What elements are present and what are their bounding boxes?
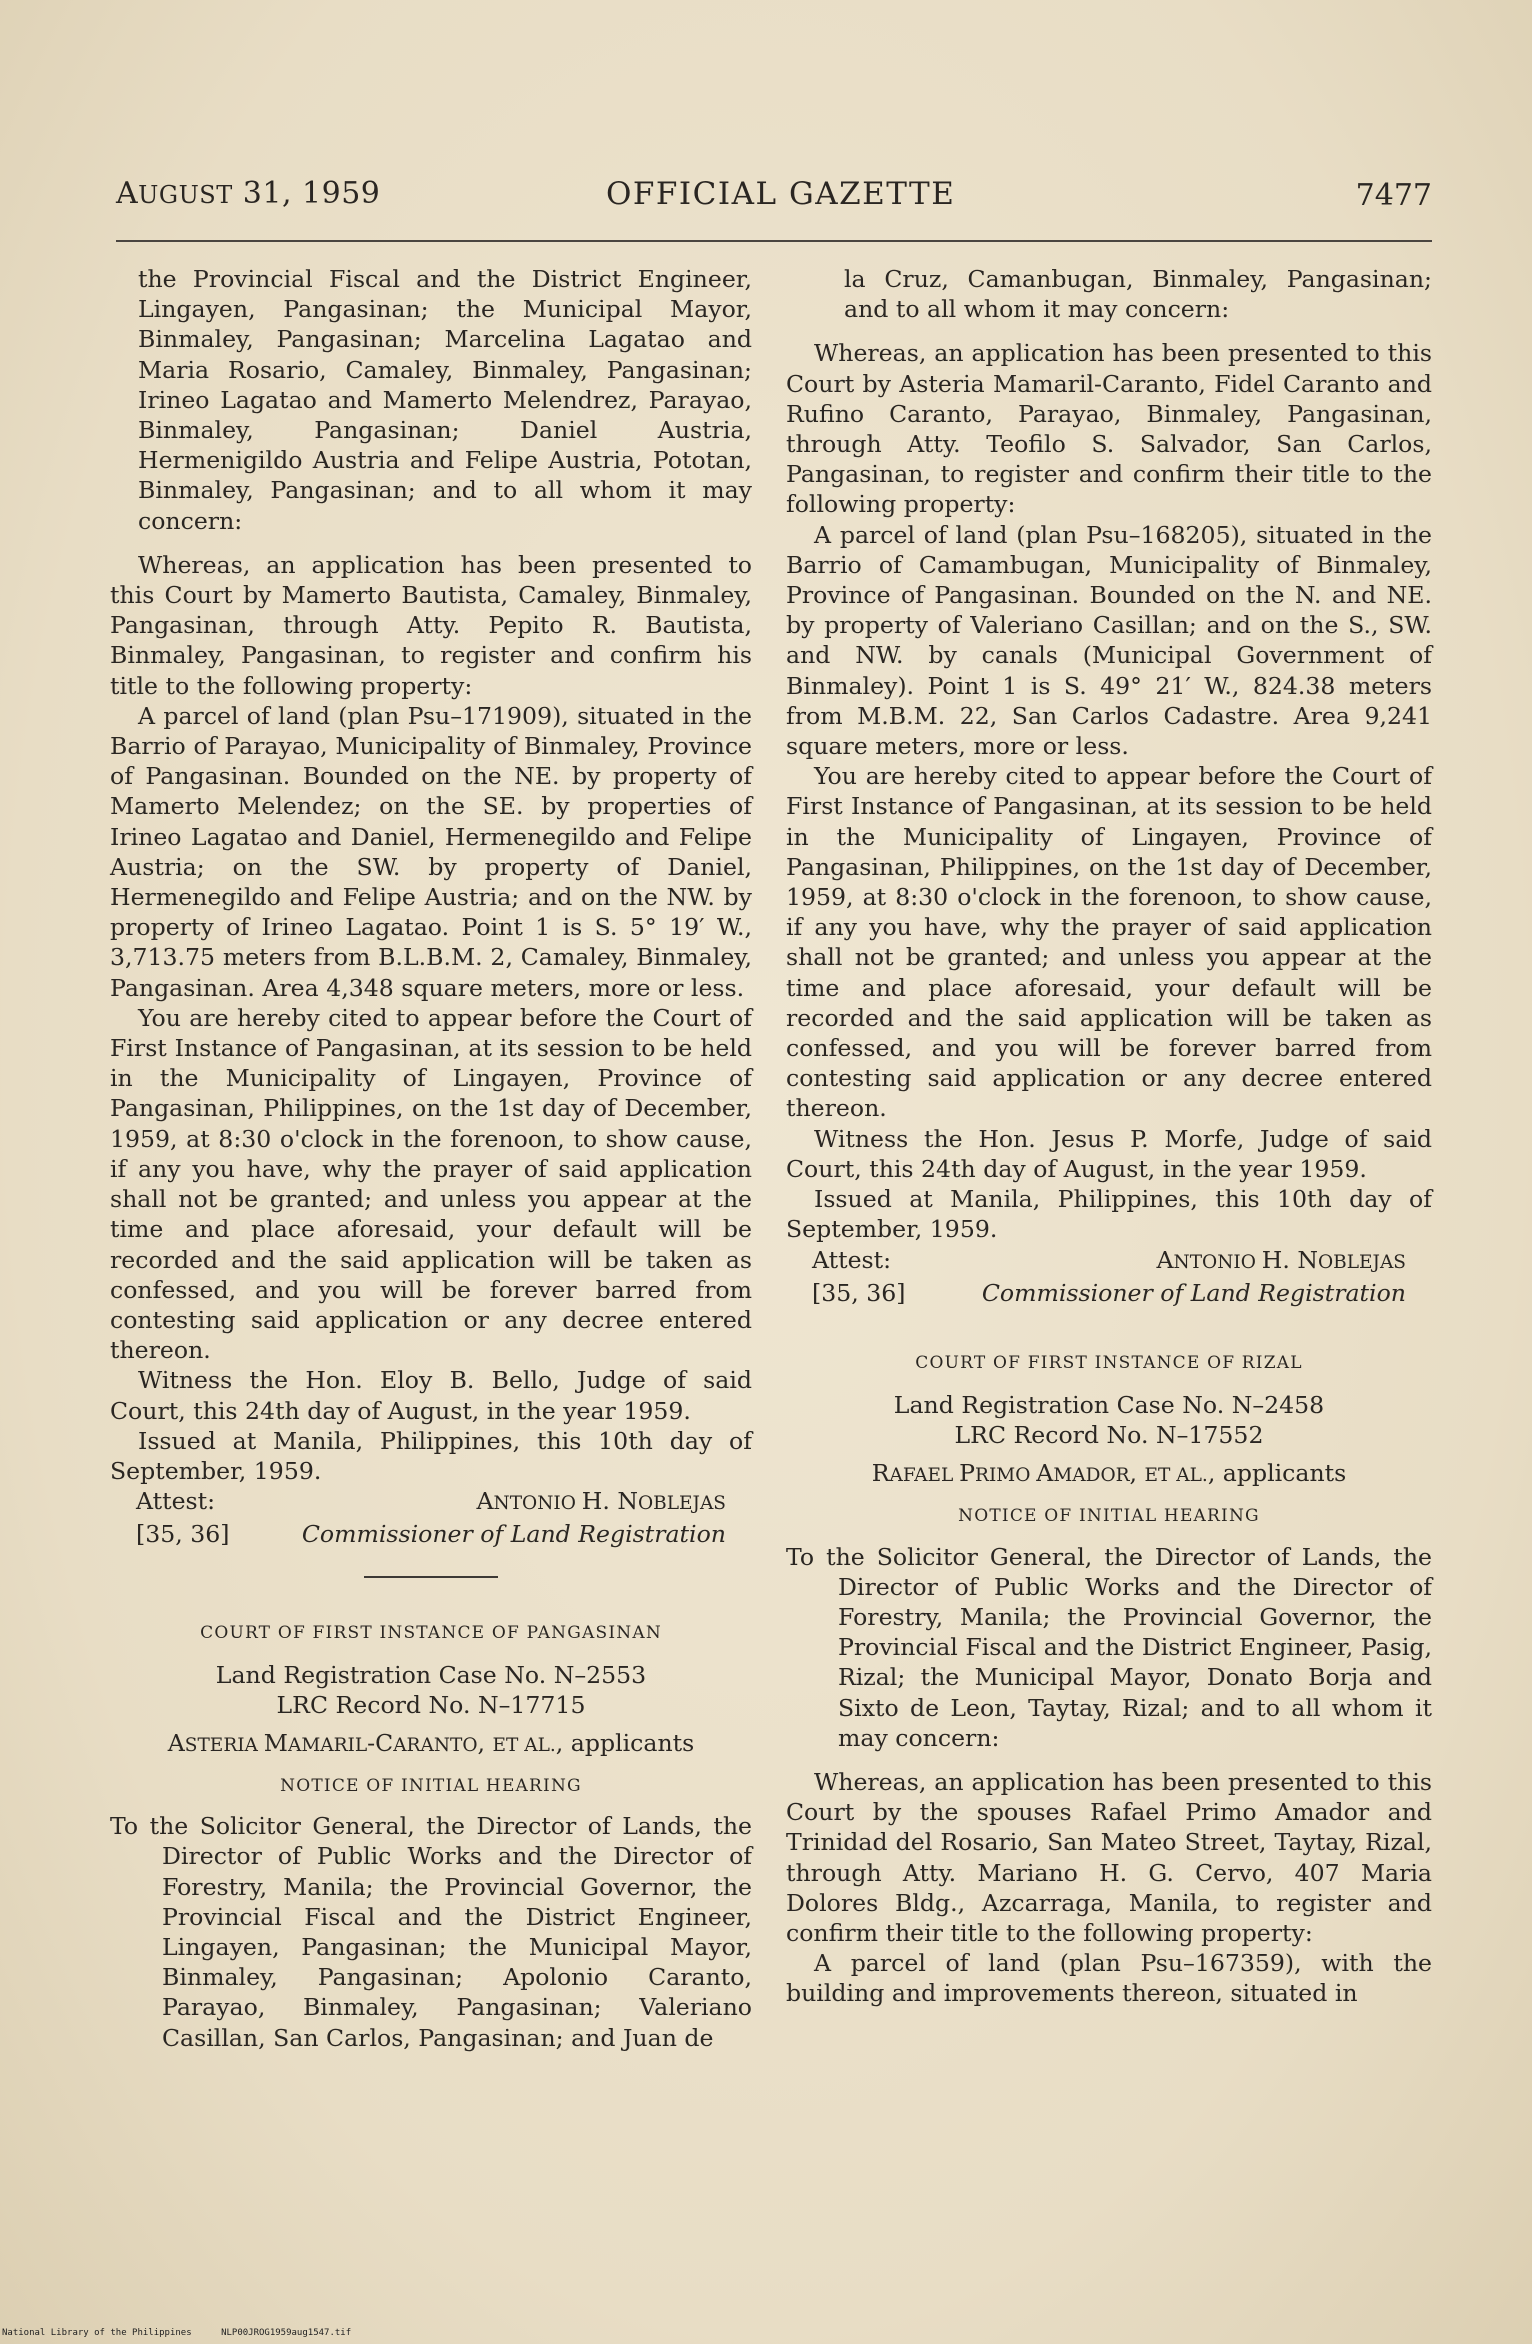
whereas-paragraph: Whereas, an application has been presented to this Court by Mamerto Bautista, Camaley, Binmaley, Pangasinan, through Atty. Pepito R. Bautista, Binmaley, Pangasinan, to register and confirm his title to the following property: xyxy=(110,550,752,700)
case-number: Land Registration Case No. N–2553 xyxy=(215,1660,647,1689)
page-number: 7477 xyxy=(1355,178,1432,213)
applicants-line: RAFAEL PRIMO AMADOR, ET AL., applicants xyxy=(871,1459,1347,1488)
header-rule xyxy=(116,240,1432,242)
court-heading: COURT OF FIRST INSTANCE OF RIZAL xyxy=(915,1352,1303,1373)
addressees-paragraph: To the Solicitor General, the Director of Lands, the Director of Public Works and the Director of Forestry, Manila; the Provincial Governor, the Provincial Fiscal and the District Engineer, Lingayen, Pangasinan; the Municipal Mayor, Binmaley, Pangasinan; Apolonio Caranto, Parayao, Binmaley, Pangasinan; Valeriano Casillan, San Carlos, Pangasinan; and Juan de xyxy=(110,1812,752,2052)
reference-number: [35, 36] xyxy=(812,1278,906,1307)
court-heading: COURT OF FIRST INSTANCE OF PANGASINAN xyxy=(200,1622,662,1643)
publication-title: OFFICIAL GAZETTE xyxy=(606,176,956,212)
section-divider xyxy=(364,1576,498,1578)
witness-paragraph: Witness the Hon. Eloy B. Bello, Judge of said Court, this 24th day of August, in the year 1959. xyxy=(110,1366,752,1425)
case-number: Land Registration Case No. N–2458 xyxy=(893,1391,1325,1420)
address-continuation: la Cruz, Camanbugan, Binmaley, Pangasinan; and to all whom it may concern: xyxy=(844,265,1432,324)
attest-name: ANTONIO H. NOBLEJAS xyxy=(476,1487,726,1516)
commissioner-title: Commissioner of Land Registration xyxy=(301,1520,726,1549)
whereas-paragraph: Whereas, an application has been presented to this Court by Asteria Mamaril-Caranto, Fidel Caranto and Rufino Caranto, Parayao, Binmaley, Pangasinan, through Atty. Teofilo S. Salvador, San Carlos, Pangasinan, to register and confirm their title to the following property: xyxy=(786,339,1432,519)
notice-heading: NOTICE OF INITIAL HEARING xyxy=(280,1775,582,1796)
commissioner-line xyxy=(786,1278,1432,1308)
addressees-paragraph: To the Solicitor General, the Director of Lands, the Director of Public Works and the Director of Forestry, Manila; the Provincial Governor, the Provincial Fiscal and the District Engineer, Pasig, Rizal; the Municipal Mayor, Donato Borja and Sixto de Leon, Taytay, Rizal; and to all whom it may concern: xyxy=(786,1542,1432,1752)
attest-line xyxy=(110,1486,752,1519)
applicants-line: ASTERIA MAMARIL-CARANTO, ET AL., applicants xyxy=(167,1728,695,1757)
library-credit: National Library of the Philippines xyxy=(2,2328,192,2338)
commissioner-title: Commissioner of Land Registration xyxy=(981,1278,1406,1307)
running-header xyxy=(116,176,1432,224)
parcel-paragraph: A parcel of land (plan Psu–167359), with the building and improvements thereon, situated in xyxy=(786,1949,1432,2008)
citation-paragraph: You are hereby cited to appear before the Court of First Instance of Pangasinan, at its session to be held in the Municipality of Lingayen, Province of Pangasinan, Philippines, on the 1st day of December, 1959, at 8:30 o'clock in the forenoon, to show cause, if any you have, why the prayer of said application shall not be granted; and unless you appear at the time and place aforesaid, your default will be recorded and the said application will be taken as confessed, and you will be forever barred from contesting said application or any decree entered thereon. xyxy=(110,1003,752,1365)
record-number: LRC Record No. N–17715 xyxy=(276,1690,586,1719)
address-continuation: the Provincial Fiscal and the District Engineer, Lingayen, Pangasinan; the Municipal Mayor, Binmaley, Pangasinan; Marcelina Lagatao and Maria Rosario, Camaley, Binmaley, Pangasinan; Irineo Lagatao and Mamerto Melendrez, Parayao, Binmaley, Pangasinan; Daniel Austria, Hermenigildo Austria and Felipe Austria, Pototan, Binmaley, Pangasinan; and to all whom it may concern: xyxy=(138,265,752,535)
commissioner-line xyxy=(110,1519,752,1549)
attest-label: Attest: xyxy=(136,1487,216,1516)
right-column xyxy=(786,264,1432,2009)
parcel-paragraph: A parcel of land (plan Psu–168205), situated in the Barrio of Camambugan, Municipality of Binmaley, Province of Pangasinan. Bounded on the N. and NE. by property of Valeriano Casillan; and on the S., SW. and NW. by canals (Municipal Government of Binmaley). Point 1 is S. 49° 21′ W., 824.38 meters from M.B.M. 22, San Carlos Cadastre. Area 9,241 square meters, more or less. xyxy=(786,520,1432,761)
scan-footer xyxy=(2,2328,351,2338)
parcel-paragraph: A parcel of land (plan Psu–171909), situated in the Barrio of Parayao, Municipality of Binmaley, Province of Pangasinan. Bounded on the NE. by property of Mamerto Melendez; on the SE. by properties of Irineo Lagatao and Daniel, Hermenegildo and Felipe Austria; on the SW. by property of Daniel, Hermenegildo and Felipe Austria; and on the NW. by property of Irineo Lagatao. Point 1 is S. 5° 19′ W., 3,713.75 meters from B.L.B.M. 2, Camaley, Binmaley, Pangasinan. Area 4,348 square meters, more or less. xyxy=(110,701,752,1002)
attest-label: Attest: xyxy=(812,1245,892,1274)
attest-line xyxy=(786,1245,1432,1278)
record-number: LRC Record No. N–17552 xyxy=(954,1421,1264,1450)
issue-date: AUGUST 31, 1959 xyxy=(116,176,381,211)
whereas-paragraph: Whereas, an application has been presented to this Court by the spouses Rafael Primo Amador and Trinidad del Rosario, San Mateo Street, Taytay, Rizal, through Atty. Mariano H. G. Cervo, 407 Maria Dolores Bldg., Azcarraga, Manila, to register and confirm their title to the following property: xyxy=(786,1767,1432,1947)
citation-paragraph: You are hereby cited to appear before the Court of First Instance of Pangasinan, at its session to be held in the Municipality of Lingayen, Province of Pangasinan, Philippines, on the 1st day of December, 1959, at 8:30 o'clock in the forenoon, to show cause, if any you have, why the prayer of said application shall not be granted; and unless you appear at the time and place aforesaid, your default will be recorded and the said application will be taken as confessed, and you will be forever barred from contesting said application or any decree entered thereon. xyxy=(786,762,1432,1123)
file-name: NLP00JROG1959aug1547.tif xyxy=(221,2328,352,2338)
reference-number: [35, 36] xyxy=(136,1520,230,1549)
issued-paragraph: Issued at Manila, Philippines, this 10th day of September, 1959. xyxy=(110,1426,752,1485)
issued-paragraph: Issued at Manila, Philippines, this 10th day of September, 1959. xyxy=(786,1185,1432,1244)
notice-heading: NOTICE OF INITIAL HEARING xyxy=(958,1506,1260,1527)
left-column xyxy=(110,264,752,2053)
witness-paragraph: Witness the Hon. Jesus P. Morfe, Judge of said Court, this 24th day of August, in the year 1959. xyxy=(786,1124,1432,1183)
attest-name: ANTONIO H. NOBLEJAS xyxy=(1156,1245,1406,1274)
